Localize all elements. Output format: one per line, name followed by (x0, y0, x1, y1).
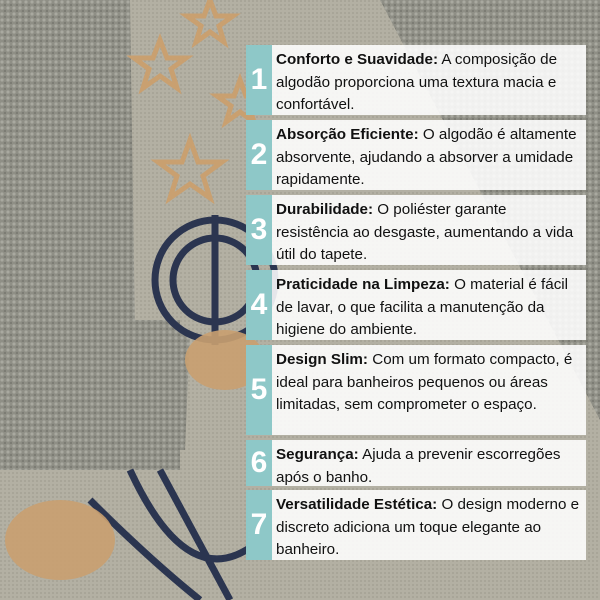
item-description: Com um formato compacto, é ideal para banheiros pequenos ou áreas limitadas, sem comprometer o espaço. (276, 351, 573, 413)
item-title: Design Slim: (276, 351, 368, 368)
item-number: 7 (246, 490, 272, 560)
item-text (276, 49, 582, 117)
item-title: Praticidade na Limpeza: (276, 276, 450, 293)
feature-item-5 (246, 345, 586, 435)
item-text (276, 124, 582, 192)
feature-item-4 (246, 270, 586, 340)
item-title: Versatilidade Estética: (276, 496, 438, 513)
item-description: A composição de algodão proporciona uma textura macia e confortável. (276, 51, 558, 113)
item-text (276, 349, 582, 417)
item-description: Ajuda a prevenir escorregões após o banho. (276, 446, 561, 486)
item-text (276, 444, 582, 489)
feature-item-3 (246, 195, 586, 265)
item-number: 5 (246, 345, 272, 435)
feature-item-6 (246, 440, 586, 486)
item-description: O algodão é altamente absorvente, ajudando a absorver a umidade rapidamente. (276, 126, 577, 188)
item-number: 6 (246, 440, 272, 486)
feature-item-1 (246, 45, 586, 115)
item-number: 2 (246, 120, 272, 190)
item-title: Conforto e Suavidade: (276, 51, 439, 68)
item-text (276, 274, 582, 342)
item-description: O material é fácil de lavar, o que facilita a manutenção da higiene do ambiente. (276, 276, 569, 338)
item-title: Absorção Eficiente: (276, 126, 419, 143)
item-description: O poliéster garante resistência ao desgaste, aumentando a vida útil do tapete. (276, 201, 574, 263)
item-number: 4 (246, 270, 272, 340)
item-number: 3 (246, 195, 272, 265)
item-text (276, 494, 582, 562)
item-description: O design moderno e discreto adiciona um toque elegante ao banheiro. (276, 496, 580, 558)
item-title: Segurança: (276, 446, 359, 463)
item-text (276, 199, 582, 267)
item-title: Durabilidade: (276, 201, 374, 218)
feature-item-2 (246, 120, 586, 190)
feature-item-7 (246, 490, 586, 560)
item-number: 1 (246, 45, 272, 115)
